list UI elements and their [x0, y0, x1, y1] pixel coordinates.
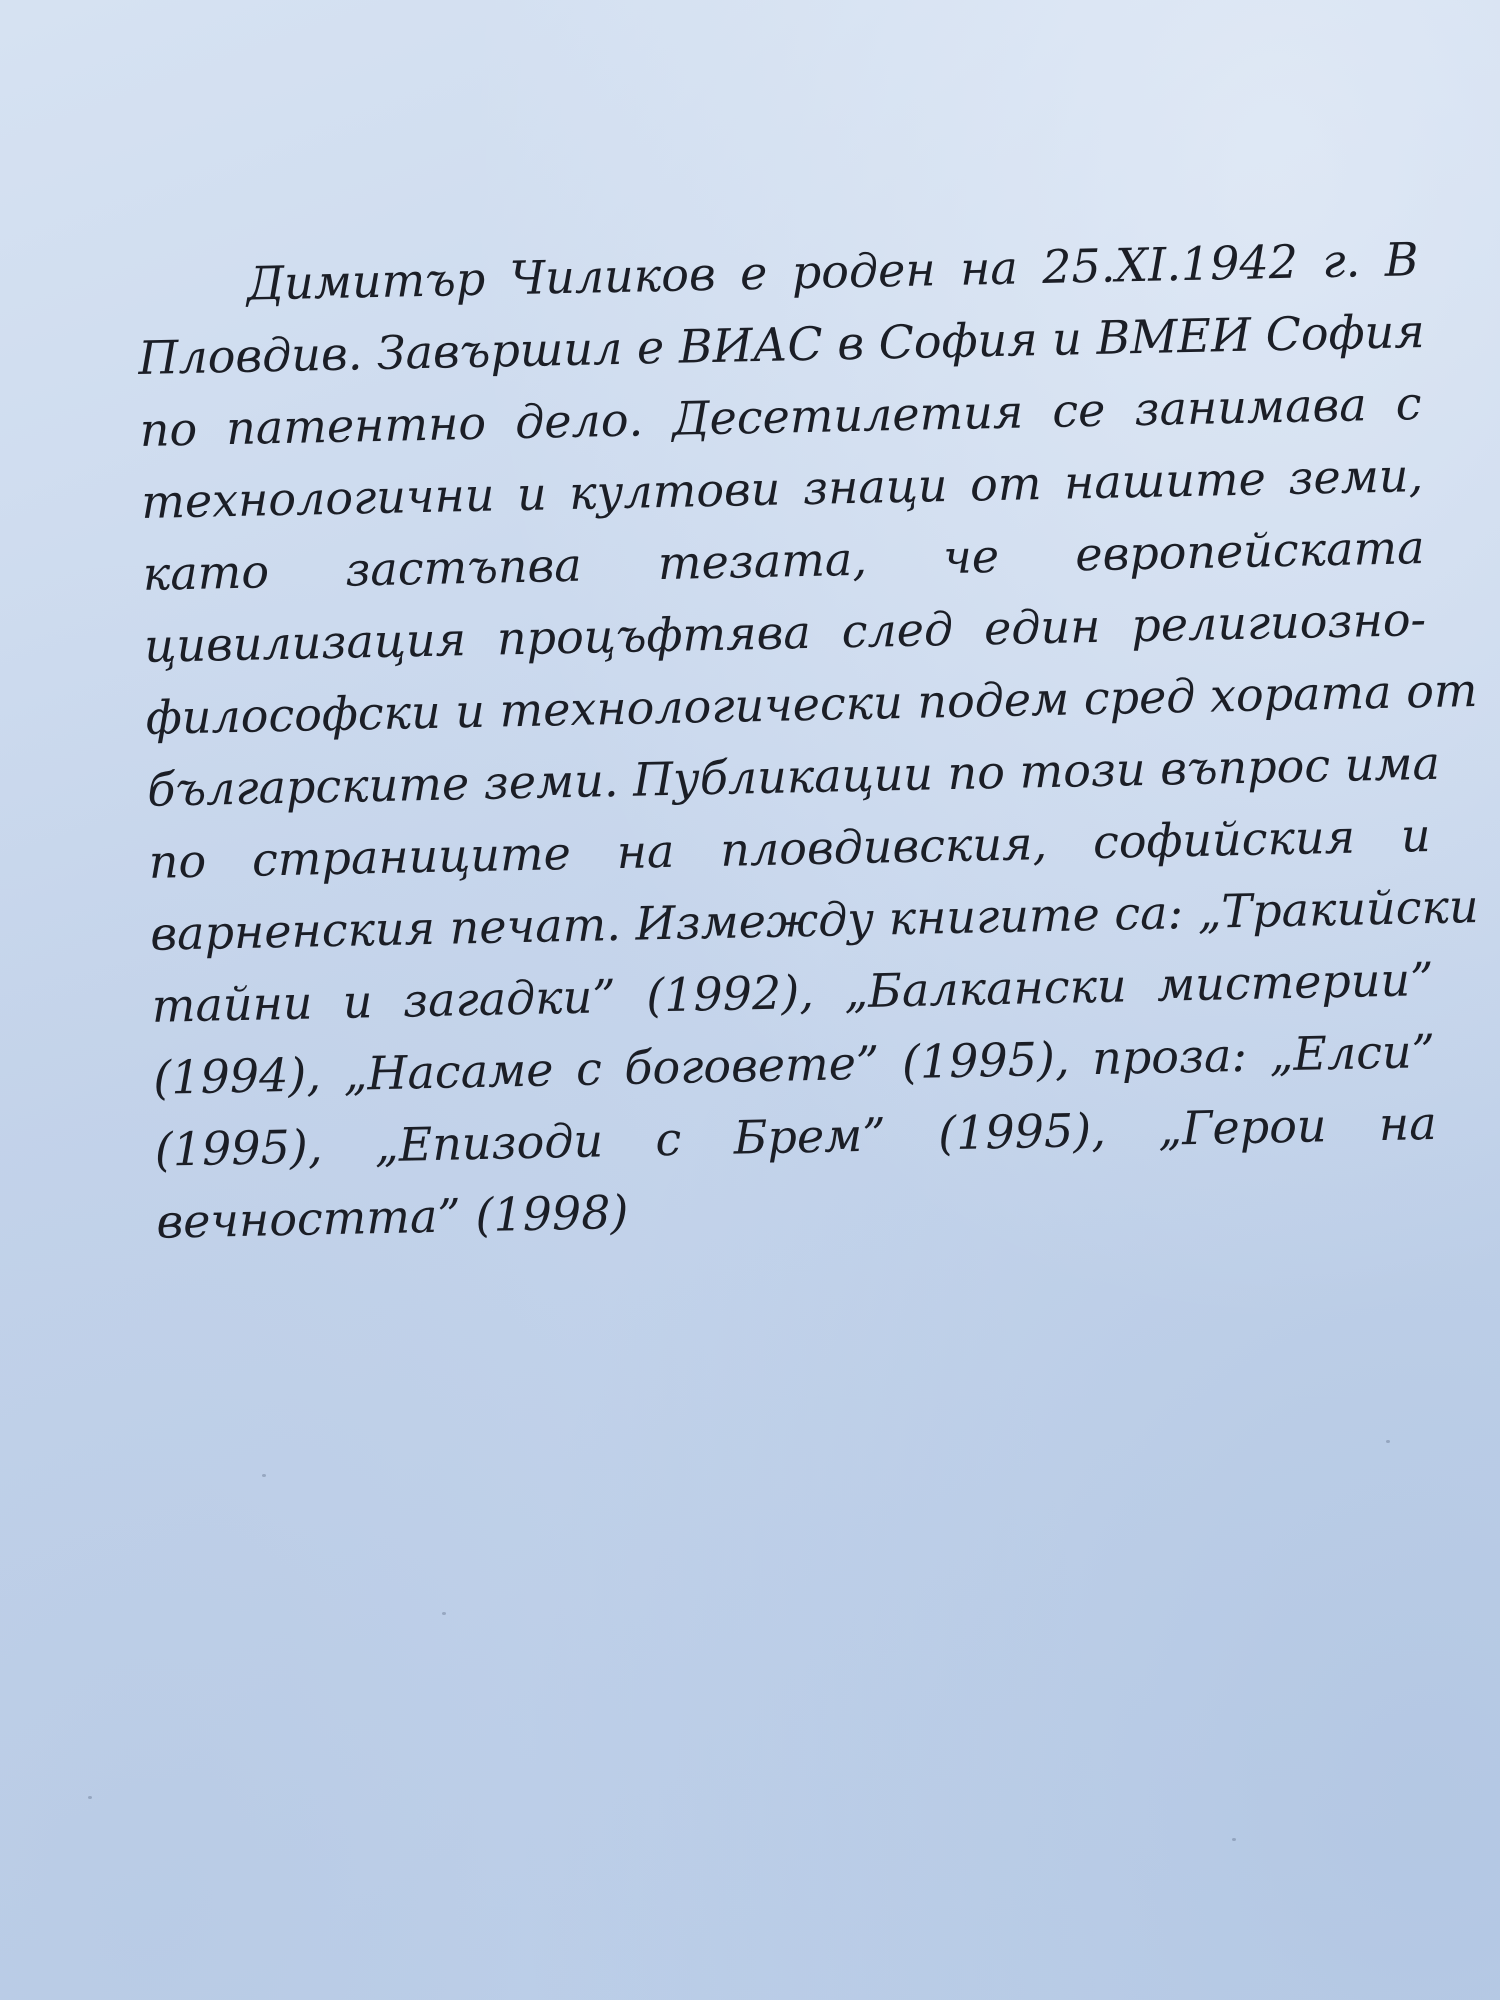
- paragraph-line: Пловдив. Завършил е ВИАС в София и ВМЕИ София: [137, 304, 1426, 385]
- paragraph-line: философски и технологически подем сред хората от: [145, 663, 1478, 745]
- paragraph-line: (1995), „Епизоди с Брем” (1995), „Герои на: [154, 1095, 1438, 1177]
- paragraph-line: по патентно дело. Десетилетия се занимава с: [139, 376, 1423, 457]
- paragraph-line: вечността” (1998): [155, 1184, 629, 1249]
- paper-speck: [1232, 1838, 1236, 1841]
- biography-paragraph: [136, 223, 1480, 1258]
- paragraph-line: цивилизация процъфтява след един религиозно-: [143, 592, 1427, 673]
- paragraph-line: Димитър Чиликов е роден на 25.XI.1942 г. В: [246, 232, 1420, 311]
- paper-speck: [442, 1612, 446, 1615]
- paragraph-line: (1994), „Насаме с боговете” (1995), проза: „Елси”: [152, 1023, 1436, 1105]
- paragraph-line: варненския печат. Измежду книгите са: „Тракийски: [149, 879, 1480, 961]
- paragraph-line: тайни и загадки” (1992), „Балкански мистерии”: [151, 951, 1435, 1033]
- paper-speck: [88, 1796, 92, 1799]
- paper-speck: [1386, 1440, 1390, 1443]
- paragraph-line: технологични и култови знаци от нашите земи,: [140, 448, 1424, 529]
- paragraph-line: като застъпва тезата, че европейската: [142, 520, 1426, 601]
- paper-speck: [262, 1474, 266, 1477]
- paragraph-line: българските земи. Публикации по този въпрос има: [146, 735, 1441, 817]
- paragraph-line: по страниците на пловдивския, софийския и: [148, 808, 1432, 889]
